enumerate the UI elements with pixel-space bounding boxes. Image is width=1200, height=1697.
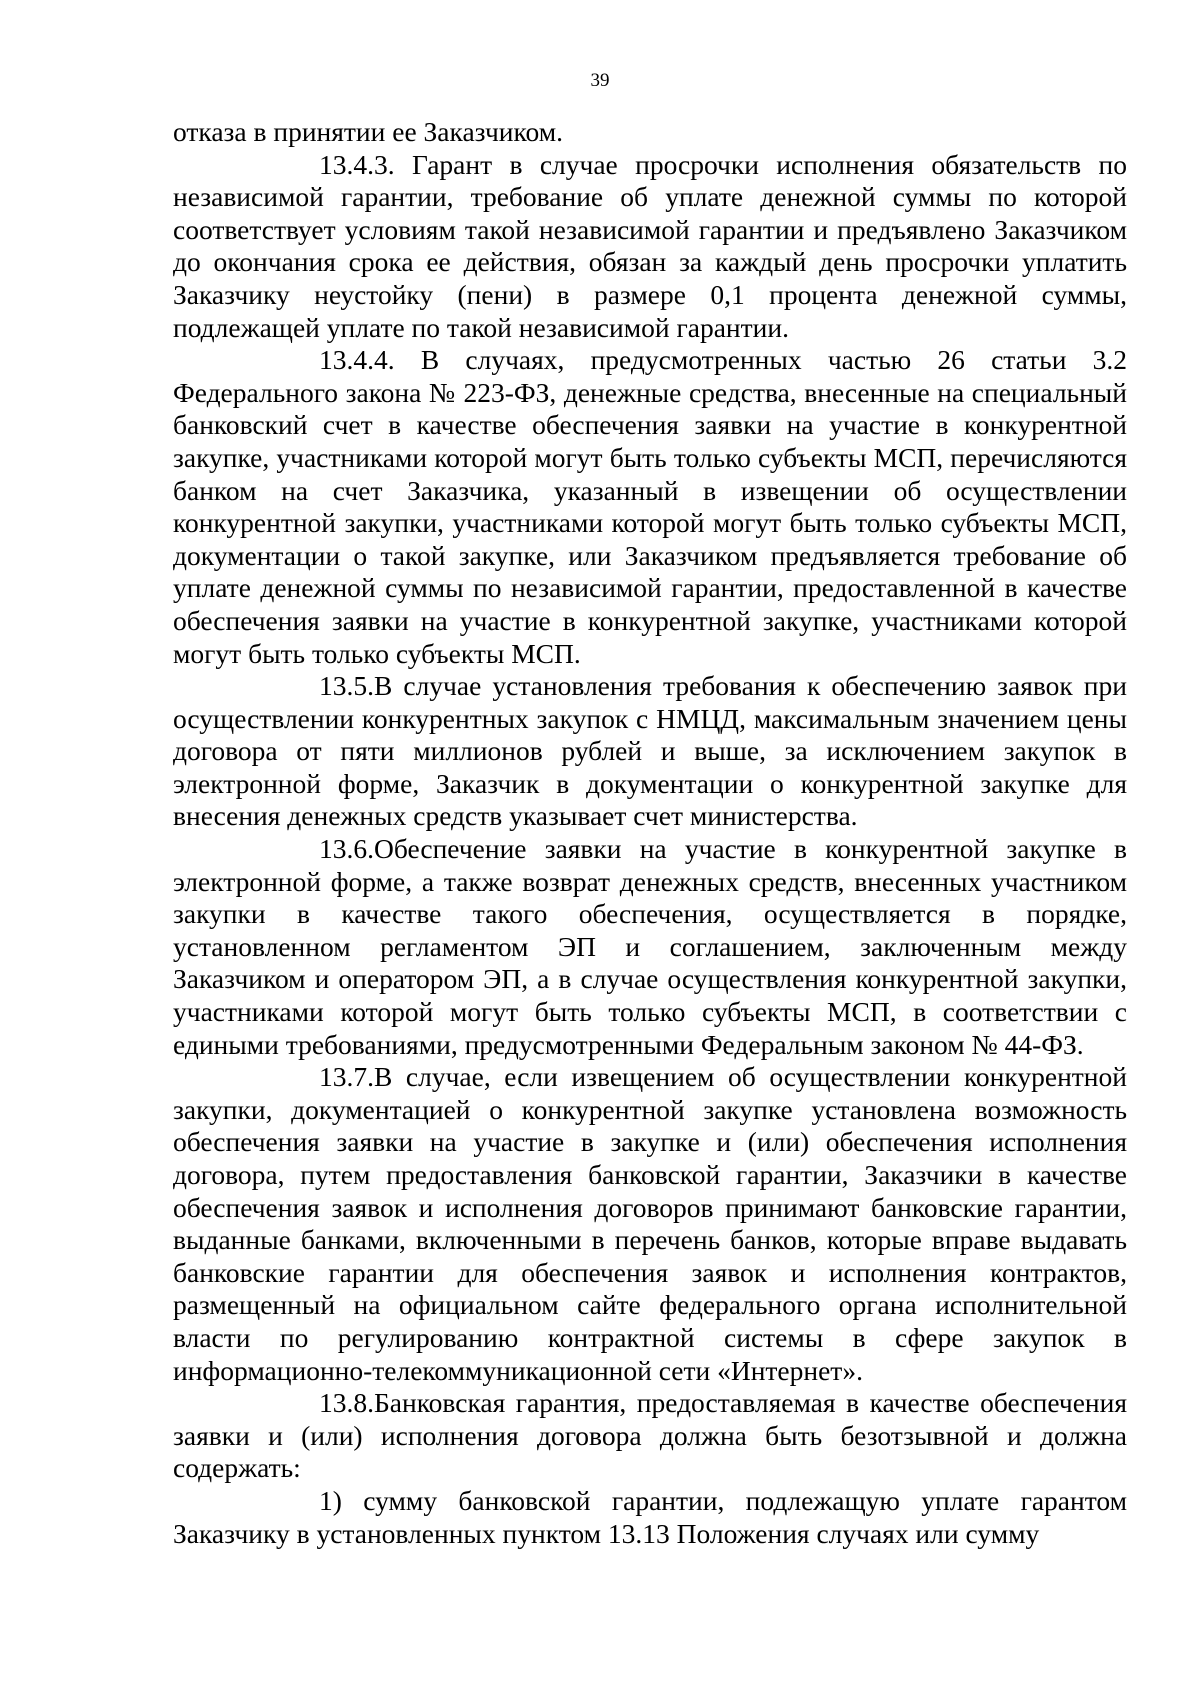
clause-number: 13.6.	[319, 833, 374, 865]
paragraph-continuation	[173, 116, 1127, 149]
list-item-1	[173, 1485, 1127, 1550]
paragraph-13-5	[173, 670, 1127, 833]
clause-number: 13.8.	[319, 1387, 374, 1419]
paragraph-13-4-3	[173, 149, 1127, 345]
paragraph-text: В случае, если извещением об осуществлении конкурентной закупки, документацией о конкурентной закупке установлена возможность обеспечения заявки на участие в закупке и (или) обеспечения исполнения договора, путем предоставления банковской гарантии, Заказчики в качестве обеспечения заявок и исполнения договоров принимают банковские гарантии, выданные банками, включенными в перечень банков, которые вправе выдавать банковские гарантии для обеспечения заявок и исполнения контрактов, размещенный на официальном сайте федерального органа исполнительной власти по регулированию контрактной системы в сфере закупок в информационно-телекоммуникационной сети «Интернет».	[173, 1061, 1127, 1386]
paragraph-13-6	[173, 833, 1127, 1061]
paragraph-text: сумму банковской гарантии, подлежащую уплате гарантом Заказчику в установленных пунктом 13.13 Положения случаях или сумму	[173, 1484, 1128, 1549]
clause-number: 13.7.	[319, 1061, 374, 1093]
list-item-number: 1)	[319, 1484, 342, 1516]
document-body	[173, 116, 1127, 1550]
paragraph-text: отказа в принятии ее Заказчиком.	[173, 116, 563, 147]
paragraph-text: Обеспечение заявки на участие в конкурентной закупке в электронной форме, а также возврат денежных средств, внесенных участником закупки в качестве такого обеспечения, осуществляется в порядке, установленном регламентом ЭП и соглашением, заключенным между Заказчиком и оператором ЭП, а в случае осуществления конкурентной закупки, участниками которой могут быть только субъекты МСП, в соответствии с едиными требованиями, предусмотренными Федеральным законом № 44-ФЗ.	[173, 833, 1127, 1060]
page-number: 39	[590, 70, 610, 91]
paragraph-13-8	[173, 1387, 1127, 1485]
paragraph-13-4-4	[173, 344, 1127, 670]
paragraph-text: В случаях, предусмотренных частью 26 статьи 3.2 Федерального закона № 223-ФЗ, денежные средства, внесенные на специальный банковский счет в качестве обеспечения заявки на участие в конкурентной закупке, участниками которой могут быть только субъекты МСП, перечисляются банком на счет Заказчика, указанный в извещении об осуществлении конкурентной закупки, участниками которой могут быть только субъекты МСП, документации о такой закупке, или Заказчиком предъявляется требование об уплате денежной суммы по независимой гарантии, предоставленной в качестве обеспечения заявки на участие в конкурентной закупке, участниками которой могут быть только субъекты МСП.	[173, 344, 1128, 669]
clause-number: 13.5.	[319, 670, 374, 702]
paragraph-text: В случае установления требования к обеспечению заявок при осуществлении конкурентных закупок с НМЦД, максимальным значением цены договора от пяти миллионов рублей и выше, за исключением закупок в электронной форме, Заказчик в документации о конкурентной закупке для внесения денежных средств указывает счет министерства.	[173, 670, 1127, 832]
paragraph-text: Гарант в случае просрочки исполнения обязательств по независимой гарантии, требование об уплате денежной суммы по которой соответствует условиям такой независимой гарантии и предъявлено Заказчиком до окончания срока ее действия, обязан за каждый день просрочки уплатить Заказчику неустойку (пени) в размере 0,1 процента денежной суммы, подлежащей уплате по такой независимой гарантии.	[173, 148, 1127, 343]
clause-number: 13.4.4.	[319, 344, 395, 376]
paragraph-13-7	[173, 1061, 1127, 1387]
clause-number: 13.4.3.	[319, 148, 395, 180]
paragraph-text: Банковская гарантия, предоставляемая в качестве обеспечения заявки и (или) исполнения договора должна быть безотзывной и должна содержать:	[173, 1387, 1127, 1484]
